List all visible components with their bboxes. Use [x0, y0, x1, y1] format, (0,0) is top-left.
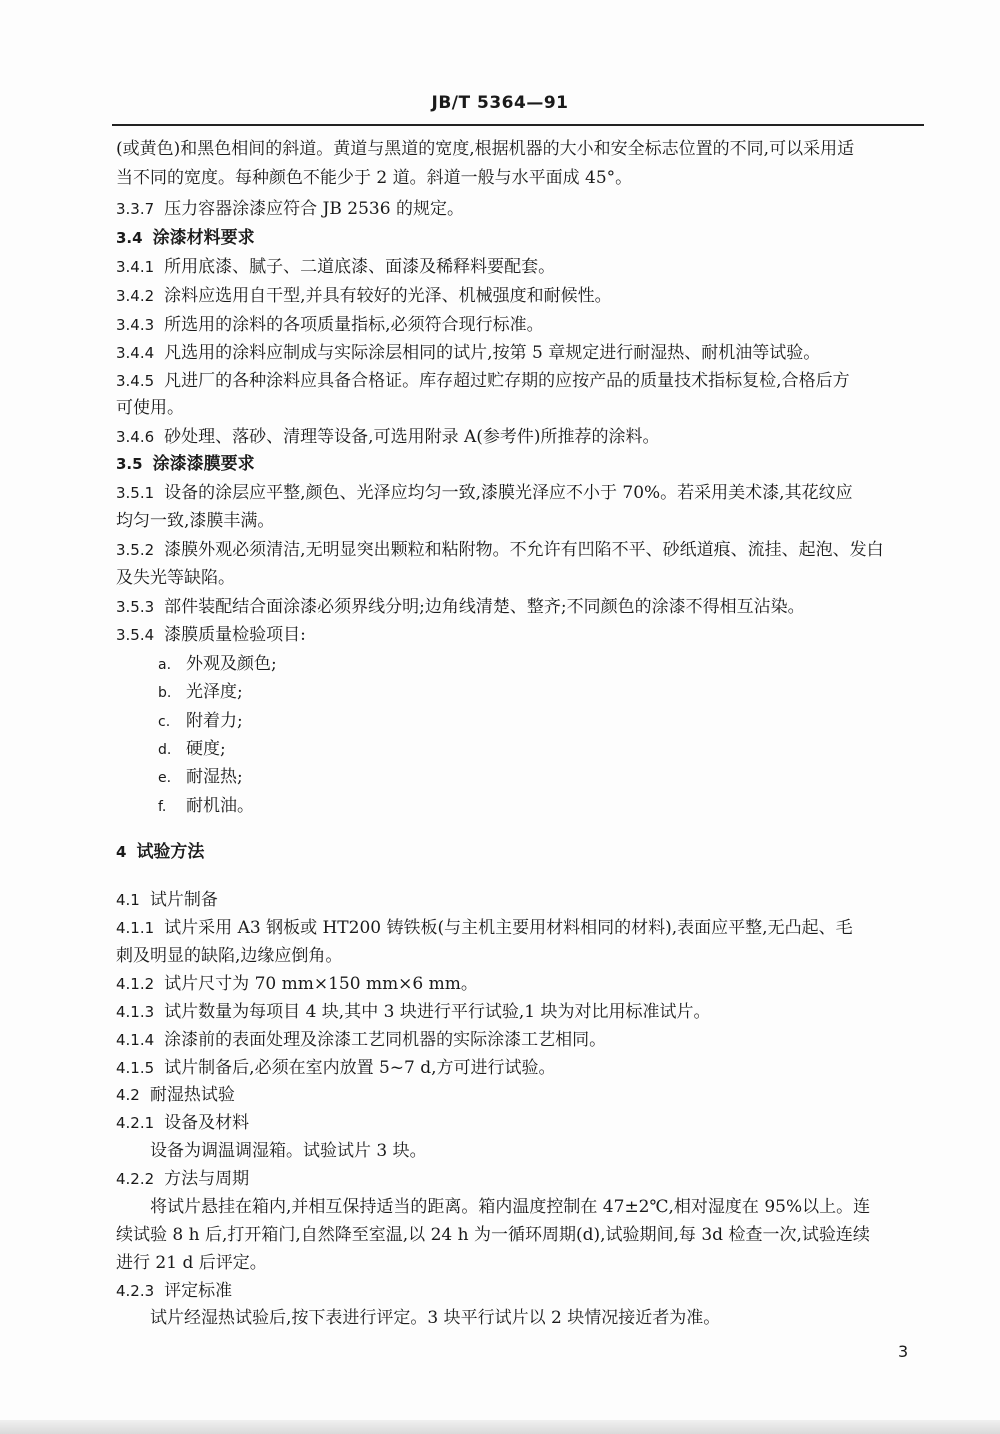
- clause-number: 3.4.2: [116, 287, 155, 305]
- text-line: [116, 313, 926, 337]
- text-line: [116, 1223, 926, 1247]
- clause-text: 光泽度;: [186, 682, 243, 702]
- list-item-letter: b.: [158, 685, 172, 701]
- clause-text: 试片数量为每项目 4 块,其中 3 块进行平行试验,1 块为对比用标准试片。: [164, 1002, 711, 1022]
- clause-text: 均匀一致,漆膜丰满。: [116, 511, 275, 531]
- clause-number: 3.5.1: [116, 484, 155, 502]
- clause-number: 4.2: [116, 1086, 140, 1104]
- clause-text: 漆膜质量检验项目:: [164, 625, 306, 645]
- list-item-letter: f.: [158, 799, 167, 815]
- clause-text: 凡选用的涂料应制成与实际涂层相同的试片,按第 5 章规定进行耐湿热、耐机油等试验。: [164, 343, 821, 363]
- clause-number: 3.5.2: [116, 541, 155, 559]
- clause-text: 涂漆漆膜要求: [152, 454, 255, 474]
- clause-text: 涂漆前的表面处理及涂漆工艺同机器的实际涂漆工艺相同。: [164, 1030, 607, 1050]
- text-line: [116, 452, 926, 476]
- text-line: [116, 916, 926, 940]
- clause-text: 试验方法: [136, 842, 205, 862]
- clause-text: 部件装配结合面涂漆必须界线分明;边角线清楚、整齐;不同颜色的涂漆不得相互沾染。: [164, 597, 805, 617]
- clause-text: 压力容器涂漆应符合 JB 2536 的规定。: [164, 199, 464, 219]
- clause-text: 试片经湿热试验后,按下表进行评定。3 块平行试片以 2 块情况接近者为准。: [116, 1308, 721, 1328]
- text-line: [116, 509, 926, 533]
- text-line: [116, 595, 926, 619]
- clause-text: 刺及明显的缺陷,边缘应倒角。: [116, 946, 343, 966]
- clause-text: 设备为调温调湿箱。试验试片 3 块。: [116, 1141, 427, 1161]
- text-line: [116, 255, 926, 279]
- clause-number: 4.1.5: [116, 1059, 155, 1077]
- scan-bottom-edge: [0, 1420, 1000, 1434]
- clause-number: 3.4.3: [116, 316, 155, 334]
- clause-text: 涂漆材料要求: [152, 228, 255, 248]
- list-item-letter: c.: [158, 714, 171, 730]
- text-line: [116, 888, 926, 912]
- text-line: [116, 481, 926, 505]
- text-line: [116, 1251, 926, 1275]
- clause-number: 4.1.2: [116, 975, 155, 993]
- clause-text: 评定标准: [164, 1281, 233, 1301]
- clause-text: 硬度;: [186, 739, 226, 759]
- text-line: [116, 226, 926, 250]
- clause-text: 试片采用 A3 钢板或 HT200 铸铁板(与主机主要用材料相同的材料),表面应平整,无凸起、毛: [164, 918, 853, 938]
- clause-number: 3.4.6: [116, 428, 155, 446]
- clause-number: 3.3.7: [116, 200, 155, 218]
- clause-text: 可使用。: [116, 398, 184, 418]
- clause-text: 耐机油。: [186, 796, 254, 816]
- text-line: [116, 1279, 926, 1303]
- clause-text: 外观及颜色;: [186, 654, 277, 674]
- text-line: [116, 840, 926, 864]
- clause-number: 4.1: [116, 891, 140, 909]
- text-line: [116, 341, 926, 365]
- clause-number: 4.1.4: [116, 1031, 155, 1049]
- clause-number: 3.5.4: [116, 626, 155, 644]
- clause-number: 4.2.2: [116, 1170, 155, 1188]
- text-line: [116, 1083, 926, 1107]
- text-line: [158, 765, 968, 790]
- list-item-letter: a.: [158, 657, 172, 673]
- text-line: [116, 425, 926, 449]
- clause-text: 进行 21 d 后评定。: [116, 1253, 267, 1273]
- clause-text: 续试验 8 h 后,打开箱门,自然降至室温,以 24 h 为一循环周期(d),试验期间,每 3d 检查一次,试验连续: [116, 1225, 870, 1245]
- clause-text: 附着力;: [186, 711, 243, 731]
- header-rule: [112, 124, 924, 126]
- standard-code-header: JB/T 5364—91: [431, 93, 569, 113]
- clause-text: (或黄色)和黑色相间的斜道。黄道与黑道的宽度,根据机器的大小和安全标志位置的不同,可以采用适: [116, 139, 855, 159]
- clause-text: 设备的涂层应平整,颜色、光泽应均匀一致,漆膜光泽应不小于 70%。若采用美术漆,其花纹应: [164, 483, 853, 503]
- text-line: [116, 1195, 926, 1219]
- clause-text: 耐湿热试验: [149, 1085, 235, 1105]
- text-line: [116, 396, 926, 420]
- clause-number: 3.4.1: [116, 258, 155, 276]
- clause-text: 将试片悬挂在箱内,并相互保持适当的距离。箱内温度控制在 47±2℃,相对湿度在 95%以上。连: [116, 1197, 871, 1217]
- clause-text: 方法与周期: [164, 1169, 250, 1189]
- clause-number: 3.4.5: [116, 372, 155, 390]
- text-line: [116, 197, 926, 221]
- clause-text: 及失光等缺陷。: [116, 568, 235, 588]
- text-line: [116, 944, 926, 968]
- text-line: [116, 1167, 926, 1191]
- text-line: [116, 1111, 926, 1135]
- text-line: [116, 166, 926, 190]
- text-line: [116, 1028, 926, 1052]
- clause-text: 耐湿热;: [186, 767, 243, 787]
- text-line: [116, 623, 926, 647]
- text-line: [158, 680, 968, 705]
- text-line: [116, 1139, 926, 1163]
- clause-text: 试片制备: [149, 890, 218, 910]
- clause-text: 试片尺寸为 70 mm×150 mm×6 mm。: [164, 974, 478, 994]
- clause-number: 4.2.3: [116, 1282, 155, 1300]
- text-line: [116, 1306, 926, 1330]
- text-line: [116, 1000, 926, 1024]
- clause-text: 漆膜外观必须清洁,无明显突出颗粒和粘附物。不允许有凹陷不平、砂纸道痕、流挂、起泡、发白: [164, 540, 884, 560]
- clause-text: 所选用的涂料的各项质量指标,必须符合现行标准。: [164, 315, 544, 335]
- clause-number: 4.1.1: [116, 919, 155, 937]
- text-line: [116, 1056, 926, 1080]
- clause-number: 3.4: [116, 229, 143, 247]
- text-line: [116, 137, 926, 161]
- clause-text: 凡进厂的各种涂料应具备合格证。库存超过贮存期的应按产品的质量技术指标复检,合格后方: [164, 371, 850, 391]
- text-line: [116, 538, 926, 562]
- clause-text: 涂料应选用自干型,并具有较好的光泽、机械强度和耐候性。: [164, 286, 612, 306]
- clause-number: 4.1.3: [116, 1003, 155, 1021]
- text-line: [158, 794, 968, 819]
- text-line: [116, 566, 926, 590]
- clause-text: 所用底漆、腻子、二道底漆、面漆及稀释料要配套。: [164, 257, 556, 277]
- clause-text: 试片制备后,必须在室内放置 5~7 d,方可进行试验。: [164, 1058, 556, 1078]
- list-item-letter: e.: [158, 770, 172, 786]
- text-line: [116, 972, 926, 996]
- clause-number: 3.5.3: [116, 598, 155, 616]
- clause-number: 3.4.4: [116, 344, 155, 362]
- text-line: [158, 652, 968, 677]
- text-line: [158, 737, 968, 762]
- text-line: [116, 369, 926, 393]
- clause-text: 砂处理、落砂、清理等设备,可选用附录 A(参考件)所推荐的涂料。: [164, 427, 660, 447]
- clause-number: 3.5: [116, 455, 143, 473]
- text-line: [116, 284, 926, 308]
- list-item-letter: d.: [158, 742, 172, 758]
- text-line: [158, 709, 968, 734]
- clause-number: 4: [116, 843, 127, 861]
- clause-text: 当不同的宽度。每种颜色不能少于 2 道。斜道一般与水平面成 45°。: [116, 168, 633, 188]
- clause-number: 4.2.1: [116, 1114, 155, 1132]
- page-number: 3: [898, 1342, 909, 1361]
- clause-text: 设备及材料: [164, 1113, 250, 1133]
